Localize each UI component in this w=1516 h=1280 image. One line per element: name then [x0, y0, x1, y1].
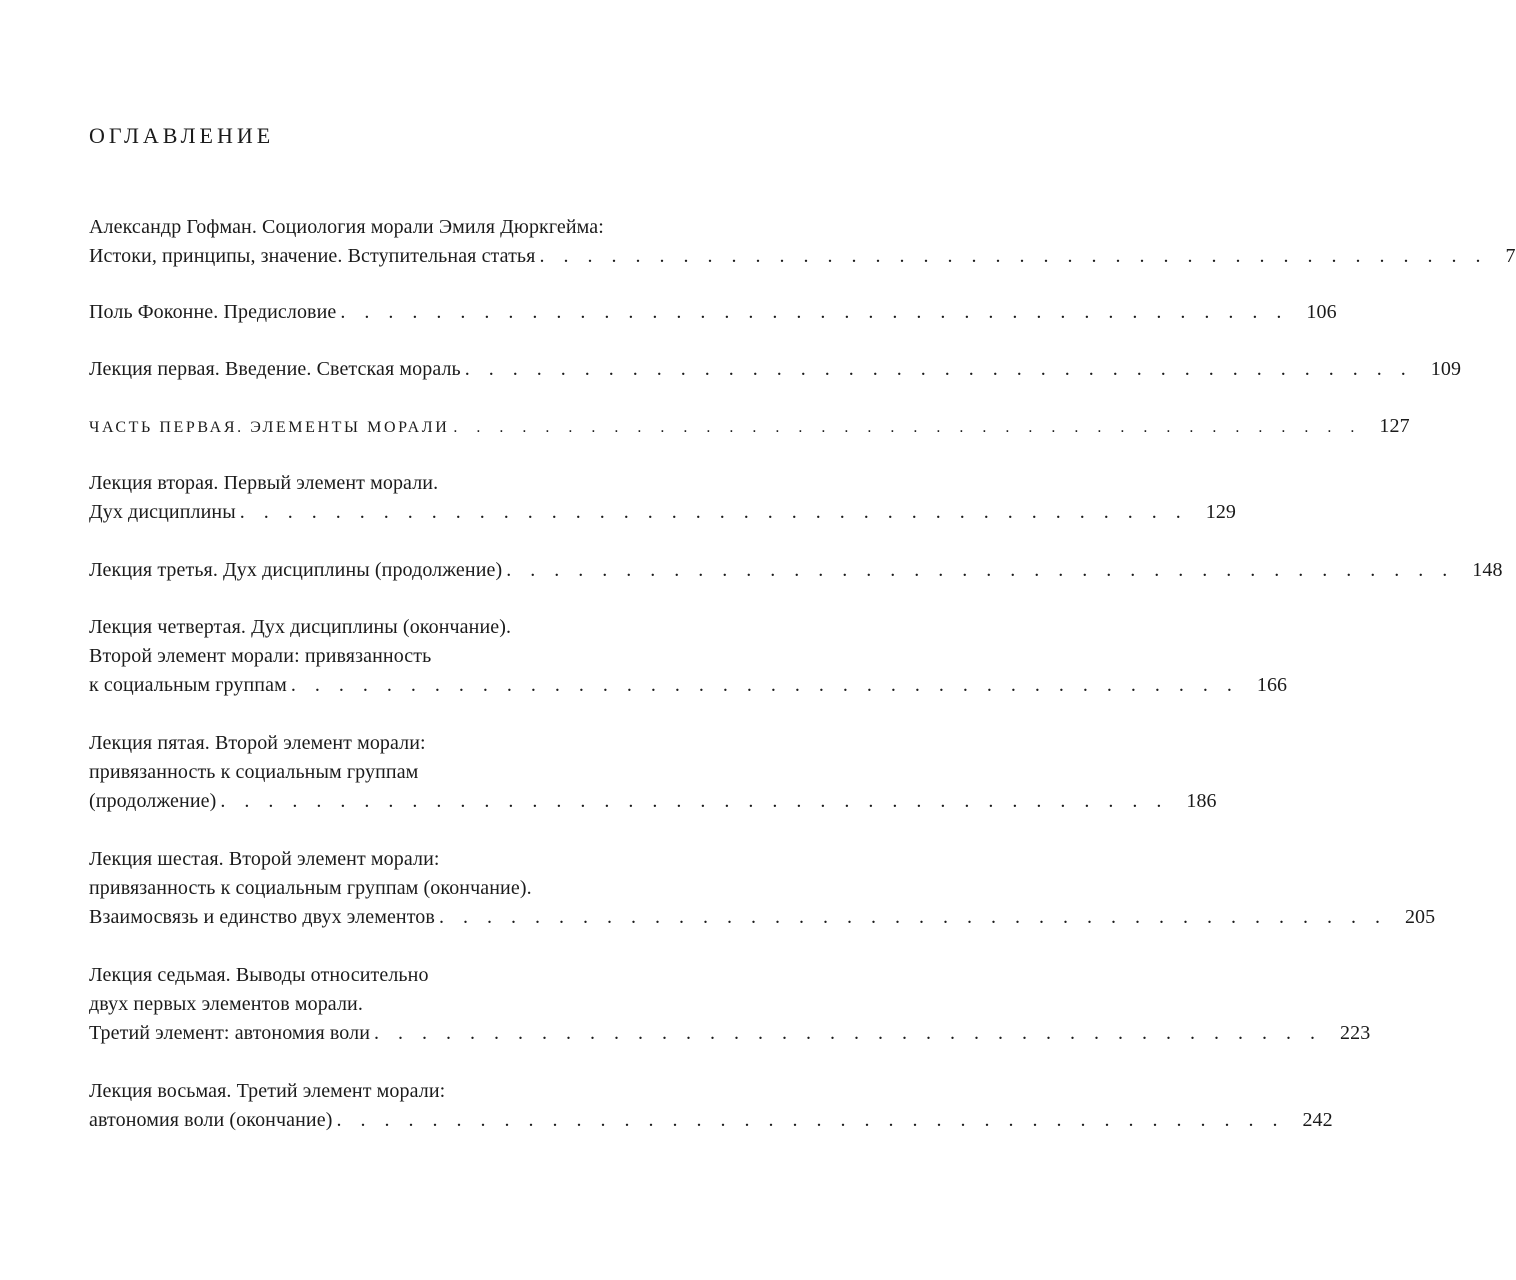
- toc-title: ОГЛАВЛЕНИЕ: [89, 123, 275, 148]
- page-number: 242: [1302, 1109, 1333, 1131]
- page-number: 106: [1306, 301, 1337, 323]
- dot-leader: ........................................: [239, 501, 1200, 523]
- toc-entry: [89, 213, 1516, 271]
- entry-last-line: [89, 903, 1436, 932]
- entry-line: Лекция восьмая. Третий элемент морали:: [89, 1080, 446, 1102]
- toc-entry: [89, 355, 1462, 384]
- page-number: 127: [1379, 415, 1410, 437]
- page-number: 186: [1186, 790, 1217, 812]
- page-number: 129: [1205, 501, 1237, 523]
- entry-title: Третий элемент: автономия воли: [89, 1022, 370, 1044]
- entry-last-line: [89, 556, 1503, 585]
- entry-line: Лекция четвертая. Дух дисциплины (окончание).: [89, 616, 512, 638]
- entry-line: Лекция седьмая. Выводы относительно: [89, 964, 429, 986]
- toc-entry: [89, 961, 1371, 1048]
- dot-leader: ........................................: [336, 1109, 1297, 1131]
- dot-leader: ........................................: [453, 419, 1374, 436]
- entry-last-line: [89, 671, 1288, 700]
- entry-last-line: [89, 355, 1462, 384]
- entry-last-line: [89, 242, 1516, 271]
- page-number: 205: [1404, 906, 1436, 928]
- entry-last-line: [89, 498, 1237, 527]
- toc-entry: [89, 298, 1337, 327]
- entry-title: автономия воли (окончание): [89, 1109, 333, 1131]
- toc-entry: [89, 556, 1503, 585]
- dot-leader: ........................................: [539, 245, 1500, 267]
- page-number: 223: [1340, 1022, 1371, 1044]
- page-number: 7: [1505, 245, 1516, 267]
- entry-title: Истоки, принципы, значение. Вступительная статья: [89, 245, 536, 267]
- entry-last-line: [89, 1106, 1333, 1135]
- entry-title: Поль Фоконне. Предисловие: [89, 301, 337, 323]
- toc-entry: [89, 613, 1288, 700]
- dot-leader: ........................................: [438, 906, 1399, 928]
- page-number: 166: [1256, 674, 1288, 696]
- dot-leader: ........................................: [464, 358, 1425, 380]
- dot-leader: ........................................: [220, 790, 1181, 812]
- entry-title: к социальным группам: [89, 674, 287, 696]
- entry-line: двух первых элементов морали.: [89, 993, 363, 1015]
- page-number: 148: [1472, 559, 1503, 581]
- page-number: 109: [1430, 358, 1462, 380]
- entry-line: Лекция шестая. Второй элемент морали:: [89, 848, 440, 870]
- dot-leader: ........................................: [374, 1022, 1334, 1044]
- dot-leader: ........................................: [340, 301, 1301, 323]
- part-title: ЧАСТЬ ПЕРВАЯ. ЭЛЕМЕНТЫ МОРАЛИ: [89, 419, 450, 436]
- entry-line: привязанность к социальным группам (окончание).: [89, 877, 532, 899]
- entry-line: Второй элемент морали: привязанность: [89, 645, 432, 667]
- toc-entry: [89, 729, 1217, 816]
- entry-last-line: [89, 298, 1337, 327]
- entry-line: привязанность к социальным группам: [89, 761, 419, 783]
- dot-leader: ........................................: [506, 559, 1467, 581]
- entry-last-line: [89, 1019, 1371, 1048]
- toc-part-heading: [89, 412, 1410, 441]
- entry-last-line: [89, 412, 1410, 441]
- entry-title: Дух дисциплины: [89, 501, 236, 523]
- entry-title: Лекция первая. Введение. Светская мораль: [89, 358, 461, 380]
- entry-line: Александр Гофман. Социология морали Эмиля Дюркгейма:: [89, 216, 604, 238]
- dot-leader: ........................................: [290, 674, 1251, 696]
- entry-last-line: [89, 787, 1217, 816]
- entry-title: Лекция третья. Дух дисциплины (продолжение): [89, 559, 503, 581]
- toc-entry: [89, 845, 1436, 932]
- entry-line: Лекция вторая. Первый элемент морали.: [89, 472, 439, 494]
- entry-title: Взаимосвязь и единство двух элементов: [89, 906, 435, 928]
- entry-line: Лекция пятая. Второй элемент морали:: [89, 732, 426, 754]
- toc-entry: [89, 469, 1237, 527]
- toc-entry: [89, 1077, 1333, 1135]
- entry-title: (продолжение): [89, 790, 217, 812]
